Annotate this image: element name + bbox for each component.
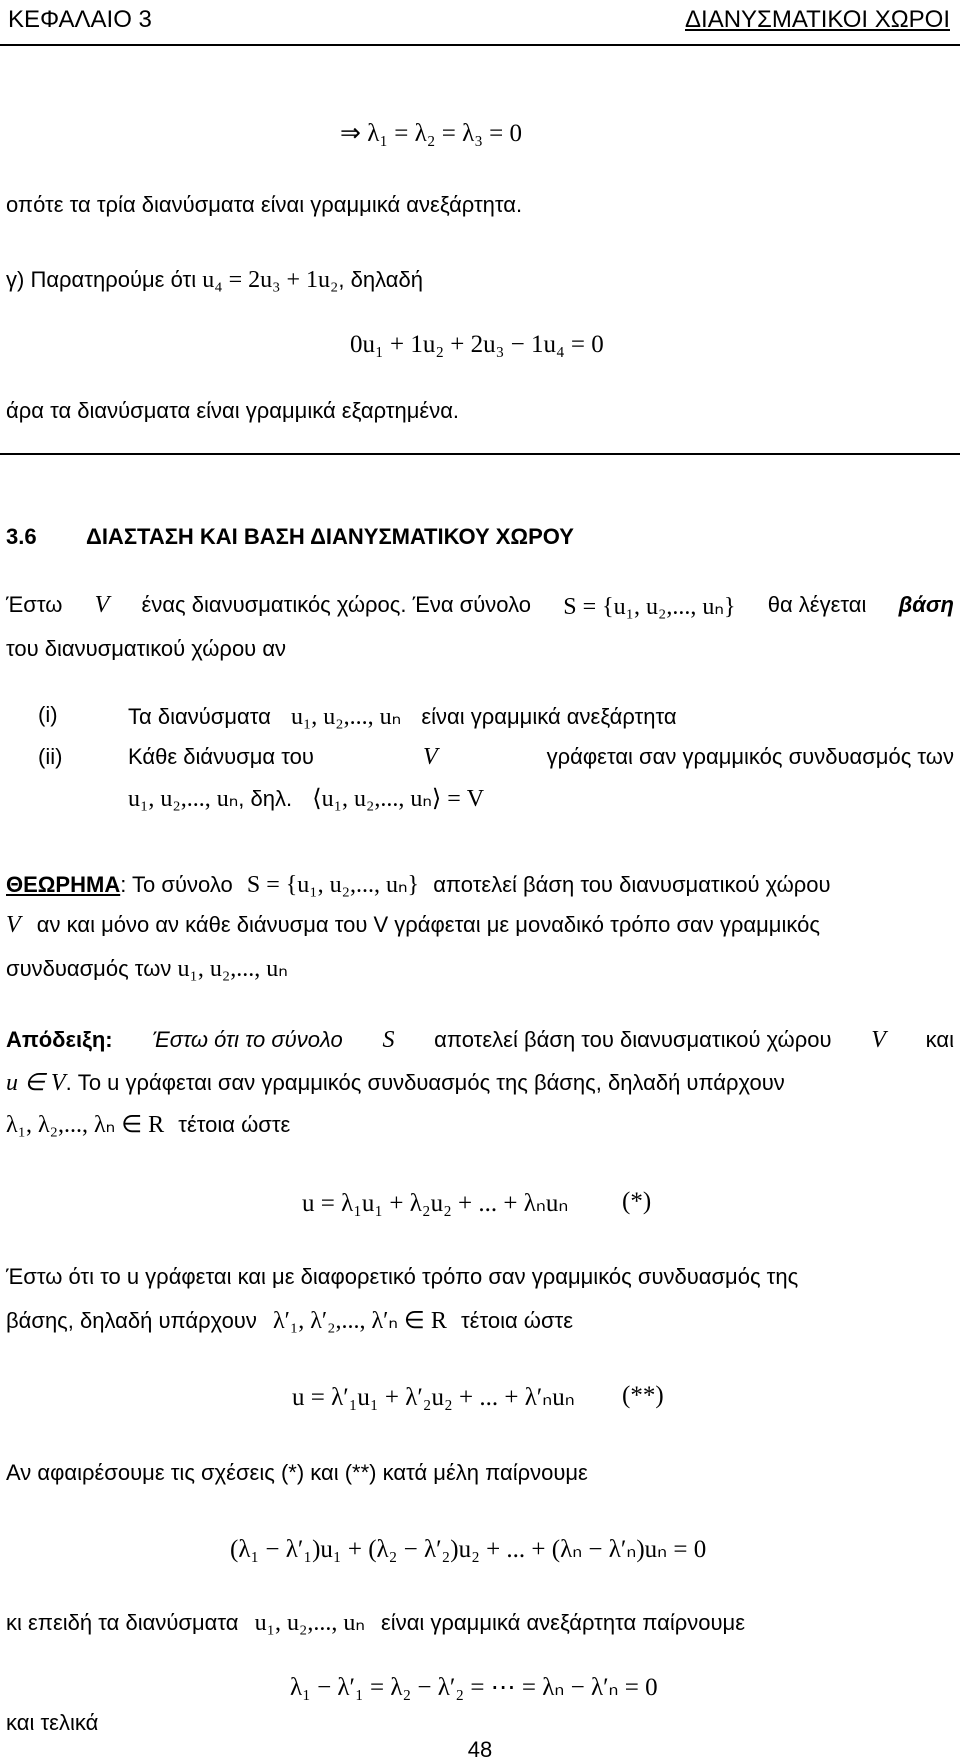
proof-line-7-vectors: u₁, u₂,..., uₙ bbox=[254, 1610, 365, 1636]
def-middle: ένας διανυσματικός χώρος. Ένα σύνολο bbox=[141, 592, 532, 617]
section-heading: ΔΙΑΣΤΑΣΗ ΚΑΙ ΒΑΣΗ ΔΙΑΝΥΣΜΑΤΙΚΟΥ ΧΩΡΟΥ bbox=[86, 524, 574, 549]
proof-line-6: Αν αφαιρέσουμε τις σχέσεις (*) και (**) κατά μέλη παίρνουμε bbox=[6, 1460, 588, 1485]
item-ii-ie: , δηλ. bbox=[238, 786, 293, 811]
item-i-math: u₁, u₂,..., uₙ bbox=[290, 704, 402, 730]
proof-line-7-rest: είναι γραμμικά ανεξάρτητα παίρνουμε bbox=[381, 1610, 746, 1635]
section-title bbox=[6, 524, 574, 550]
observation-text: γ) Παρατηρούμε ότι bbox=[6, 267, 197, 292]
equation-star: u = λ₁u₁ + λ₂u₂ + ... + λₙuₙ bbox=[302, 1190, 569, 1217]
item-label-i: (i) bbox=[38, 702, 58, 727]
paragraph-independent: οπότε τα τρία διανύσματα είναι γραμμικά ανεξάρτητα. bbox=[6, 192, 523, 217]
theorem-vectors: u₁, u₂,..., uₙ bbox=[177, 956, 288, 982]
proof-line-3 bbox=[6, 1110, 290, 1139]
observation-suffix: , δηλαδή bbox=[338, 267, 423, 292]
paragraph-observation bbox=[6, 267, 423, 294]
item-ii-span: ⟨u₁, u₂,..., uₙ⟩ = V bbox=[312, 786, 485, 812]
item-ii-vectors: u₁, u₂,..., uₙ bbox=[128, 786, 239, 812]
proof-line-4: Έστω ότι το u γράφεται και με διαφορετικό τρόπο σαν γραμμικός συνδυασμός της bbox=[6, 1264, 799, 1289]
item-ii-rest: γράφεται σαν γραμμικός συνδυασμός των bbox=[546, 744, 954, 769]
theorem-line-2-text: αν και μόνο αν κάθε διάνυσμα του V γράφεται με μοναδικό τρόπο σαν γραμμικός bbox=[36, 912, 820, 937]
equation-lambda-zero: ⇒ λ₁ = λ₂ = λ₃ = 0 bbox=[340, 120, 523, 147]
item-ii-space: V bbox=[422, 744, 438, 770]
section-number: 3.6 bbox=[6, 524, 37, 549]
definition-line-2: του διανυσματικού χώρου αν bbox=[6, 636, 287, 661]
section-divider bbox=[0, 453, 960, 455]
theorem-heading: ΘΕΩΡΗΜΑ bbox=[6, 872, 121, 897]
def-space-symbol: V bbox=[94, 592, 110, 618]
item-i-rest: είναι γραμμικά ανεξάρτητα bbox=[421, 704, 677, 729]
equation-star-tag: (*) bbox=[622, 1188, 652, 1215]
proof-membership: u ∈ V bbox=[6, 1070, 66, 1096]
proof-heading: Απόδειξη: bbox=[6, 1027, 113, 1052]
proof-and: και bbox=[925, 1027, 954, 1052]
equation-double-star-tag: (**) bbox=[622, 1382, 664, 1409]
proof-line-2-text: . Το u γράφεται σαν γραμμικός συνδυασμός της βάσης, δηλαδή υπάρχουν bbox=[65, 1070, 785, 1095]
def-basis-term: βάση bbox=[898, 592, 954, 617]
item-i-text: Τα διανύσματα bbox=[128, 704, 271, 729]
chapter-label: ΚΕΦΑΛΑΙΟ 3 bbox=[8, 6, 152, 33]
theorem-set: S = {u₁, u₂,..., uₙ} bbox=[246, 872, 420, 898]
proof-line-5-text: βάσης, δηλαδή υπάρχουν bbox=[6, 1308, 257, 1333]
theorem-line-1 bbox=[6, 870, 831, 899]
proof-line-2 bbox=[6, 1068, 785, 1097]
definition-line-1 bbox=[6, 592, 954, 621]
theorem-line-2 bbox=[6, 912, 820, 939]
page-header bbox=[0, 0, 960, 46]
theorem-line-3 bbox=[6, 954, 288, 983]
def-start: Έστω bbox=[6, 592, 63, 617]
proof-middle: αποτελεί βάση του διανυσματικού χώρου bbox=[434, 1027, 832, 1052]
item-ii bbox=[128, 744, 954, 771]
proof-space: V bbox=[871, 1027, 886, 1053]
page-number: 48 bbox=[467, 1737, 493, 1762]
equation-dependence: 0u₁ + 1u₂ + 2u₃ − 1u₄ = 0 bbox=[350, 331, 604, 358]
proof-line-1 bbox=[6, 1027, 954, 1054]
chapter-title: ΔΙΑΝΥΣΜΑΤΙΚΟΙ ΧΩΡΟΙ bbox=[685, 6, 950, 33]
proof-scalars: λ₁, λ₂,..., λₙ ∈ R bbox=[6, 1112, 165, 1138]
equation-double-star: u = λ′₁u₁ + λ′₂u₂ + ... + λ′ₙuₙ bbox=[292, 1384, 575, 1411]
proof-line-7 bbox=[6, 1608, 745, 1637]
theorem-line-3-text: συνδυασμός των bbox=[6, 956, 172, 981]
proof-line-5-rest: τέτοια ώστε bbox=[460, 1308, 574, 1333]
item-ii-continued bbox=[128, 784, 954, 813]
proof-start: Έστω ότι το σύνολο bbox=[152, 1027, 343, 1052]
def-set: S = {u₁, u₂,..., uₙ} bbox=[563, 594, 736, 620]
item-ii-text: Κάθε διάνυσμα του bbox=[128, 744, 314, 769]
theorem-text: : Το σύνολο bbox=[120, 872, 233, 897]
observation-math: u₄ = 2u₃ + 1u₂ bbox=[202, 267, 339, 293]
proof-conclusion: και τελικά bbox=[6, 1710, 99, 1735]
equation-final: λ₁ − λ′₁ = λ₂ − λ′₂ = ⋯ = λₙ − λ′ₙ = 0 bbox=[290, 1674, 658, 1701]
proof-new-scalars: λ′₁, λ′₂,..., λ′ₙ ∈ R bbox=[272, 1308, 447, 1334]
item-label-ii: (ii) bbox=[38, 744, 63, 769]
proof-line-5 bbox=[6, 1306, 573, 1335]
proof-line-7-text: κι επειδή τα διανύσματα bbox=[6, 1610, 239, 1635]
equation-difference: (λ₁ − λ′₁)u₁ + (λ₂ − λ′₂)u₂ + ... + (λₙ − λ′ₙ)uₙ = 0 bbox=[230, 1536, 707, 1563]
def-will-be: θα λέγεται bbox=[767, 592, 867, 617]
item-i bbox=[128, 702, 954, 731]
theorem-space: V bbox=[6, 912, 21, 938]
paragraph-dependent: άρα τα διανύσματα είναι γραμμικά εξαρτημένα. bbox=[6, 398, 460, 423]
proof-set-symbol: S bbox=[382, 1027, 395, 1053]
proof-line-3-text: τέτοια ώστε bbox=[178, 1112, 291, 1137]
theorem-rest: αποτελεί βάση του διανυσματικού χώρου bbox=[433, 872, 831, 897]
